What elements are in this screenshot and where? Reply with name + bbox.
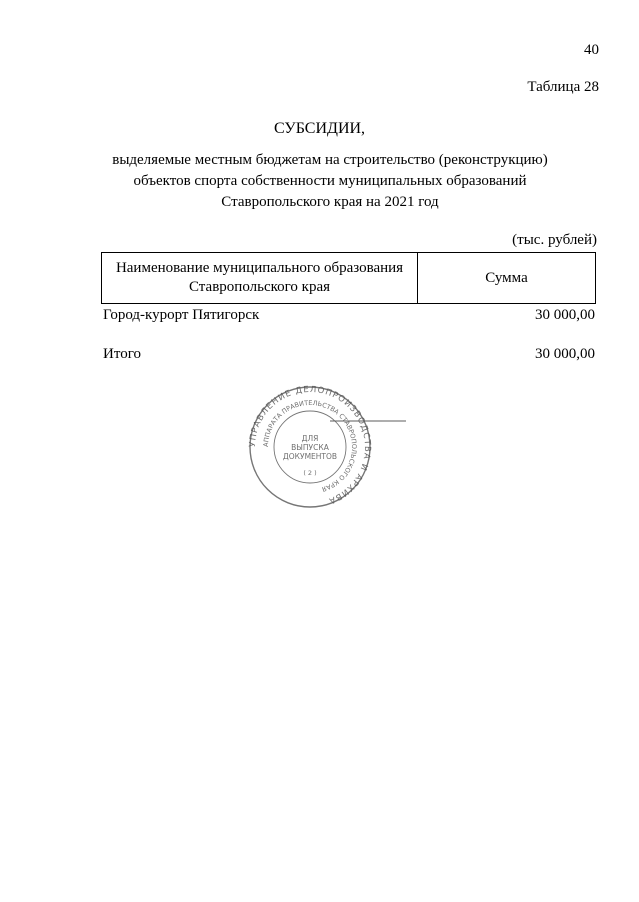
stamp-center-line3: ДОКУМЕНТОВ xyxy=(282,452,338,461)
header-municipality: Наименование муниципального образования Ставропольского края xyxy=(102,253,418,304)
subtitle-line: объектов спорта собственности муниципальных образований xyxy=(133,173,527,189)
row-amount: 30 000,00 xyxy=(535,307,595,323)
table-header xyxy=(101,252,596,304)
header-amount: Сумма xyxy=(418,253,596,304)
table-label: Таблица 28 xyxy=(527,79,599,95)
total-amount: 30 000,00 xyxy=(535,346,595,362)
stamp-number: ( 2 ) xyxy=(303,469,317,477)
stamp-center-line1: ДЛЯ xyxy=(301,434,319,443)
official-stamp xyxy=(230,383,410,508)
stamp-center-line2: ВЫПУСКА xyxy=(291,443,329,452)
document-subtitle xyxy=(80,150,580,213)
units-label: (тыс. рублей) xyxy=(512,232,597,248)
row-name: Город-курорт Пятигорск xyxy=(103,307,260,323)
page-number: 40 xyxy=(584,42,599,58)
stamp-outer-text: УПРАВЛЕНИЕ ДЕЛОПРОИЗВОДСТВА И АРХИВА xyxy=(247,384,373,506)
subtitle-line: выделяемые местным бюджетам на строительство (реконструкцию) xyxy=(112,152,548,168)
table-row xyxy=(103,307,595,324)
stamp-inner-text: АППАРАТА ПРАВИТЕЛЬСТВА СТАВРОПОЛЬСКОГО КРАЯ xyxy=(261,398,359,494)
total-row xyxy=(103,346,595,363)
document-title: СУБСИДИИ, xyxy=(273,120,366,137)
subtitle-line: Ставропольского края на 2021 год xyxy=(221,194,439,210)
total-label: Итого xyxy=(103,346,141,362)
